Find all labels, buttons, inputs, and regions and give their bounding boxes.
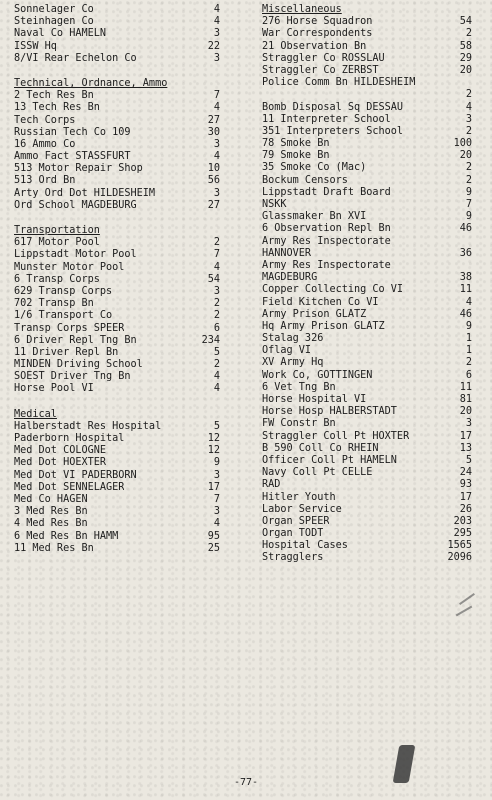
unit-name: Lippstadt Motor Pool (14, 249, 137, 261)
section-heading-miscellaneous: Miscellaneous (262, 4, 342, 15)
unit-name: Copper Collecting Co VI (262, 284, 404, 296)
unit-name: 276 Horse Squadron (262, 16, 373, 28)
list-item (262, 418, 472, 430)
list-item (262, 504, 472, 516)
unit-count: 4 (465, 296, 472, 308)
unit-name: Navy Coll Pt CELLE (262, 467, 373, 479)
unit-count: 9 (465, 320, 472, 332)
list-item (14, 298, 220, 310)
list-item (14, 347, 220, 359)
unit-count: 81 (459, 394, 472, 405)
unit-count: 5 (213, 420, 220, 432)
unit-count: 17 (207, 481, 220, 493)
list-item (262, 321, 472, 333)
unit-name: Bomb Disposal Sq DESSAU (262, 101, 404, 113)
unit-count: 2 (213, 310, 220, 322)
spacer (14, 65, 220, 78)
list-item (262, 455, 472, 467)
unit-name: Hitler Youth (262, 491, 336, 503)
unit-name: 11 Interpreter School (262, 113, 391, 125)
unit-count: 4 (465, 101, 472, 113)
unit-name: 351 Interpreters School (262, 125, 404, 137)
list-item (14, 175, 220, 187)
unit-name: Horse Pool VI (14, 383, 94, 395)
unit-count: 95 (207, 530, 220, 542)
unit-count: 3 (213, 506, 220, 518)
unit-count: 203 (453, 515, 472, 527)
unit-name: Army Res Inspectorate (262, 235, 391, 247)
unit-count: 3 (465, 113, 472, 125)
list-item (14, 127, 220, 139)
list-item (262, 211, 472, 223)
unit-count: 2 (465, 357, 472, 369)
list-item (14, 151, 220, 163)
unit-count: 2 (465, 174, 472, 186)
list-item (14, 139, 220, 151)
unit-name: 513 Motor Repair Shop (14, 163, 143, 175)
unit-count: 12 (207, 445, 220, 457)
unit-name: Paderborn Hospital (14, 433, 125, 444)
unit-count: 56 (207, 175, 220, 187)
spacer (14, 396, 220, 409)
unit-count: 100 (453, 138, 472, 150)
unit-name: XV Army Hq (262, 357, 324, 369)
unit-count: 295 (453, 528, 472, 540)
unit-count: 5 (465, 454, 472, 466)
unit-name: 21 Observation Bn (262, 40, 367, 52)
unit-count: 3 (465, 418, 472, 430)
unit-count: 7 (213, 249, 220, 261)
unit-count: 7 (213, 493, 220, 505)
list-item (262, 345, 472, 357)
unit-name: Med Dot VI PADERBORN (14, 469, 137, 481)
unit-count: 3 (213, 469, 220, 481)
unit-count: 2 (465, 89, 472, 101)
unit-count: 3 (213, 52, 220, 64)
unit-name: 1/6 Transport Co (14, 310, 113, 322)
list-item (14, 237, 220, 249)
unit-name: B 590 Coll Co RHEIN (262, 442, 379, 454)
medical-list (14, 421, 220, 555)
list-item (14, 115, 220, 127)
list-item (14, 470, 220, 482)
unit-name: 629 Transp Corps (14, 285, 113, 297)
list-item (14, 335, 220, 347)
unit-count: 93 (459, 479, 472, 491)
unit-count: 12 (207, 433, 220, 444)
unit-name: 617 Motor Pool (14, 237, 100, 249)
unit-count: 38 (459, 272, 472, 284)
list-item (262, 138, 472, 150)
unit-count: 54 (459, 16, 472, 28)
unit-name: Med Dot SENNELAGER (14, 481, 125, 493)
list-item (262, 272, 472, 284)
list-item (14, 433, 220, 445)
list-item (14, 28, 220, 40)
list-item (14, 445, 220, 457)
unit-count: 4 (213, 16, 220, 28)
list-item (262, 394, 472, 406)
unit-count: 30 (207, 126, 220, 138)
list-item (14, 518, 220, 530)
list-item (262, 443, 472, 455)
list-item (14, 41, 220, 53)
list-item (262, 467, 472, 479)
unit-name: NSKK (262, 199, 287, 210)
unit-name: 513 Ord Bn (14, 175, 76, 187)
unit-count: 13 (459, 442, 472, 454)
list-item (14, 53, 220, 65)
list-item (14, 262, 220, 274)
unit-count: 5 (213, 346, 220, 358)
list-item (262, 162, 472, 174)
unit-count: 11 (459, 381, 472, 393)
pencil-mark (459, 593, 475, 605)
technical-list (14, 90, 220, 212)
list-item (14, 457, 220, 469)
list-item (14, 274, 220, 286)
unit-name: 8/VI Rear Echelon Co (14, 52, 137, 64)
list-item (262, 114, 472, 126)
unit-name: Straggler Coll Pt HOXTER (262, 430, 410, 442)
list-item (262, 260, 472, 272)
unit-count: 4 (213, 371, 220, 383)
unit-name: 16 Ammo Co (14, 138, 76, 150)
unit-name: Ord School MAGDEBURG (14, 199, 137, 211)
unit-name: 2 Tech Res Bn (14, 90, 94, 102)
unit-name: Police Comm Bn HILDESHEIM (262, 77, 416, 89)
unit-name: Organ SPEER (262, 515, 330, 527)
unit-name: Med Co HAGEN (14, 493, 88, 505)
list-item (262, 528, 472, 540)
unit-name: Sonnelager Co (14, 4, 94, 15)
unit-count: 46 (459, 223, 472, 235)
list-item (262, 53, 472, 65)
section-heading-technical: Technical, Ordnance, Ammo (14, 77, 168, 89)
list-item (262, 89, 472, 101)
list-item (14, 383, 220, 395)
unit-count: 6 (465, 369, 472, 381)
list-item (14, 249, 220, 261)
section-heading-medical: Medical (14, 408, 57, 420)
unit-count: 20 (459, 406, 472, 418)
unit-name: Stragglers (262, 552, 324, 564)
unit-name: 6 Transp Corps (14, 273, 100, 285)
list-item (262, 102, 472, 114)
left-column (14, 4, 220, 555)
list-item (14, 163, 220, 175)
unit-name: 6 Observation Repl Bn (262, 223, 391, 235)
unit-count: 29 (459, 52, 472, 64)
unit-count: 4 (213, 518, 220, 530)
unit-count: 2 (213, 359, 220, 371)
unit-count: 1 (465, 345, 472, 357)
list-item (262, 516, 472, 528)
list-item (14, 200, 220, 212)
list-item (262, 77, 472, 89)
unit-count: 2 (213, 237, 220, 249)
unit-name: MINDEN Driving School (14, 359, 143, 371)
unit-name: Tech Corps (14, 114, 76, 126)
list-item (262, 175, 472, 187)
unit-count: 27 (207, 199, 220, 211)
list-item (14, 286, 220, 298)
unit-count: 54 (207, 273, 220, 285)
list-item (262, 16, 472, 28)
unit-count: 36 (459, 247, 472, 259)
unit-name: Halberstadt Res Hospital (14, 420, 162, 432)
unit-count: 2 (213, 298, 220, 310)
unit-name: Naval Co HAMELN (14, 28, 107, 40)
list-item (262, 41, 472, 53)
unit-name: Transp Corps SPEER (14, 322, 125, 334)
unit-count: 9 (465, 211, 472, 223)
unit-count: 1565 (447, 540, 472, 552)
unit-count: 3 (213, 28, 220, 40)
list-item (14, 482, 220, 494)
unit-name: War Correspondents (262, 28, 373, 40)
list-item (262, 406, 472, 418)
list-item (262, 28, 472, 40)
unit-name: Horse Hospital VI (262, 394, 367, 405)
unit-name: Horse Hosp HALBERSTADT (262, 406, 397, 418)
unit-count: 2096 (447, 552, 472, 564)
unit-count: 20 (459, 64, 472, 76)
unit-name: 35 Smoke Co (Mac) (262, 162, 367, 174)
unit-count: 4 (213, 261, 220, 273)
list-item (262, 552, 472, 564)
list-item (262, 284, 472, 296)
spacer (14, 212, 220, 225)
list-item (262, 297, 472, 309)
list-item (14, 421, 220, 433)
intro-list (14, 4, 220, 65)
unit-count: 9 (213, 457, 220, 469)
list-item (262, 382, 472, 394)
unit-name: Officer Coll Pt HAMELN (262, 454, 397, 466)
unit-name: 6 Med Res Bn HAMM (14, 530, 119, 542)
unit-count: 11 (459, 284, 472, 296)
list-item (14, 16, 220, 28)
list-item (262, 199, 472, 211)
list-item (14, 188, 220, 200)
unit-name: Arty Ord Dot HILDESHEIM (14, 187, 156, 199)
unit-name: Hq Army Prison GLATZ (262, 320, 385, 332)
unit-count: 10 (207, 163, 220, 175)
unit-name: Med Dot COLOGNE (14, 445, 107, 457)
unit-count: 20 (459, 150, 472, 162)
unit-count: 3 (213, 187, 220, 199)
list-item (262, 357, 472, 369)
unit-name: 702 Transp Bn (14, 298, 94, 310)
unit-name: ISSW Hq (14, 40, 57, 52)
unit-count: 17 (459, 491, 472, 503)
unit-count: 2 (465, 28, 472, 40)
list-item (262, 248, 472, 260)
unit-name: Glassmaker Bn XVI (262, 211, 367, 223)
unit-name: Organ TODT (262, 528, 324, 540)
list-item (14, 371, 220, 383)
unit-name: Steinhagen Co (14, 16, 94, 28)
unit-count: 24 (459, 467, 472, 479)
unit-count: 26 (459, 503, 472, 515)
unit-count: 1 (465, 333, 472, 345)
unit-name: 11 Driver Repl Bn (14, 346, 119, 358)
unit-name: 4 Med Res Bn (14, 518, 88, 530)
unit-name: 6 Driver Repl Tng Bn (14, 334, 137, 346)
list-item (14, 323, 220, 335)
list-item (262, 492, 472, 504)
unit-name: Work Co, GOTTINGEN (262, 369, 373, 381)
unit-count: 234 (201, 334, 220, 346)
unit-name: HANNOVER (262, 247, 312, 259)
unit-count: 46 (459, 308, 472, 320)
unit-count: 7 (465, 199, 472, 210)
list-item (262, 126, 472, 138)
list-item (14, 90, 220, 102)
unit-count: 3 (213, 285, 220, 297)
unit-name: Army Res Inspectorate (262, 259, 391, 271)
unit-name: Hospital Cases (262, 540, 348, 552)
unit-name: Russian Tech Co 109 (14, 126, 131, 138)
unit-name: Field Kitchen Co VI (262, 296, 379, 308)
unit-count: 3 (213, 138, 220, 150)
list-item (262, 236, 472, 248)
unit-count: 17 (459, 430, 472, 442)
unit-name: Straggler Co ZERBST (262, 64, 379, 76)
unit-name: Labor Service (262, 503, 342, 515)
unit-name: 3 Med Res Bn (14, 506, 88, 518)
list-item (262, 333, 472, 345)
unit-count: 58 (459, 40, 472, 52)
list-item (14, 4, 220, 16)
unit-name: SOEST Driver Tng Bn (14, 371, 131, 383)
unit-name: Ammo Fact STASSFURT (14, 151, 131, 163)
list-item (14, 310, 220, 322)
unit-name: 79 Smoke Bn (262, 150, 330, 162)
transportation-list (14, 237, 220, 395)
list-item (262, 479, 472, 491)
unit-name: Army Prison GLATZ (262, 308, 367, 320)
unit-count: 2 (465, 162, 472, 174)
unit-count: 4 (213, 102, 220, 114)
unit-name: Stalag 326 (262, 333, 324, 345)
list-item (262, 187, 472, 199)
list-item (14, 494, 220, 506)
list-item (14, 543, 220, 555)
list-item (262, 431, 472, 443)
unit-name: 13 Tech Res Bn (14, 102, 100, 114)
unit-name: 11 Med Res Bn (14, 542, 94, 554)
unit-name: Med Dot HOEXTER (14, 457, 107, 469)
pencil-mark (456, 606, 473, 617)
list-item (14, 359, 220, 371)
list-item (262, 370, 472, 382)
list-item (14, 506, 220, 518)
unit-name: FW Constr Bn (262, 418, 336, 430)
unit-count: 6 (213, 322, 220, 334)
unit-count: 4 (213, 151, 220, 163)
list-item (262, 65, 472, 77)
unit-count: 27 (207, 114, 220, 126)
unit-count: 25 (207, 542, 220, 554)
page-number: -77- (233, 777, 259, 788)
list-item (14, 102, 220, 114)
right-column (262, 4, 472, 565)
unit-name: MAGDEBURG (262, 272, 318, 284)
list-item (262, 150, 472, 162)
unit-count: 7 (213, 90, 220, 102)
unit-name: Oflag VI (262, 345, 312, 357)
miscellaneous-list (262, 16, 472, 564)
unit-name: RAD (262, 479, 281, 491)
unit-name: 6 Vet Tng Bn (262, 381, 336, 393)
list-item (14, 531, 220, 543)
unit-count: 9 (465, 186, 472, 198)
unit-count: 4 (213, 383, 220, 395)
unit-count: 22 (207, 40, 220, 52)
section-heading-transportation: Transportation (14, 225, 100, 236)
unit-count: 4 (213, 4, 220, 15)
list-item (262, 223, 472, 235)
unit-name: 78 Smoke Bn (262, 138, 330, 150)
list-item (262, 309, 472, 321)
list-item (262, 540, 472, 552)
unit-name: Lippstadt Draft Board (262, 186, 391, 198)
unit-count: 2 (465, 125, 472, 137)
unit-name: Straggler Co ROSSLAU (262, 52, 385, 64)
unit-name: Munster Motor Pool (14, 261, 125, 273)
unit-name: Bockum Censors (262, 174, 348, 186)
